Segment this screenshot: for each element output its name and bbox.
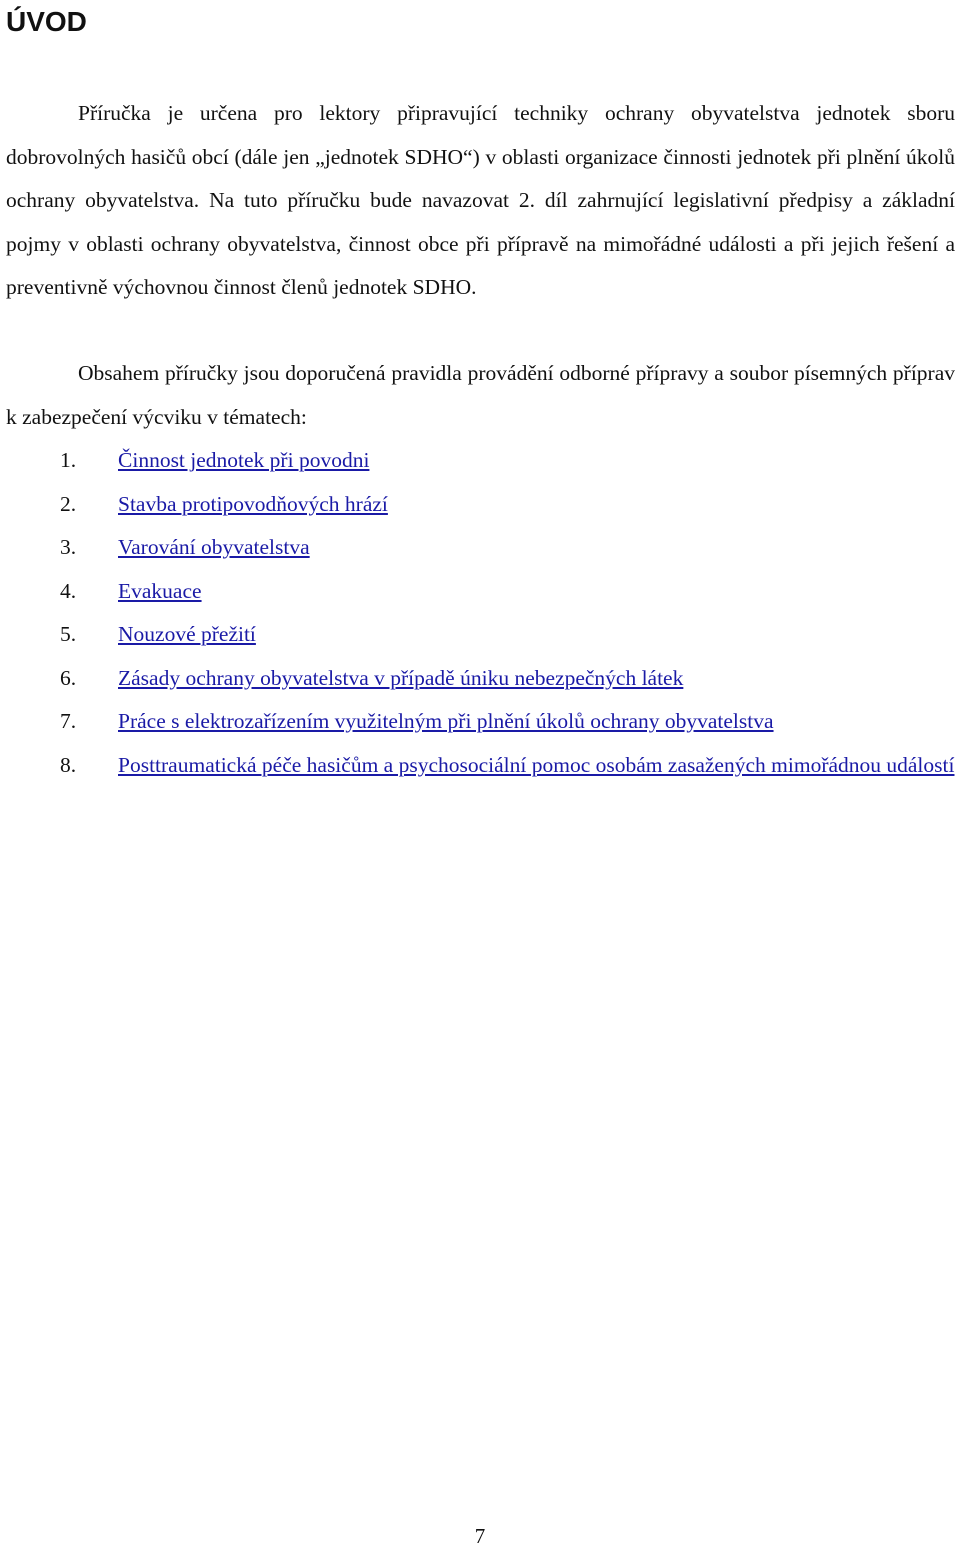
topic-number: 3. [60,535,77,559]
topic-list [0,439,960,787]
page-number: 7 [474,1524,486,1548]
topic-link-survival[interactable]: Nouzové přežití [118,622,256,646]
topic-link-hazardous-substances[interactable]: Zásady ochrany obyvatelstva v případě úniku nebezpečných látek [118,665,684,690]
list-item [0,439,960,483]
list-item [0,657,960,701]
topic-number: 1. [60,448,77,472]
topic-number: 7. [60,709,77,733]
list-item [0,526,960,570]
intro-paragraph: Příručka je určena pro lektory připravující techniky ochrany obyvatelstva jednotek sboru dobrovolných hasičů obcí (dále jen „jednotek SDHO“) v oblasti organizace činnosti jednotek při plnění úkolů ochrany obyvatelstva. Na tuto příručku bude navazovat 2. díl zahrnující legislativní předpisy a základní pojmy v oblasti ochrany obyvatelstva, činnost obce při přípravě na mimořádné události a při jejich řešení a preventivně výchovnou činnost členů jednotek SDHO. [6,101,955,299]
topic-number: 2. [60,491,77,516]
topic-link-floods[interactable]: Činnost jednotek při povodni [118,448,370,472]
topic-link-posttraumatic-care[interactable]: Posttraumatická péče hasičům a psychosociální pomoc osobám zasažených mimořádnou událostí [118,752,955,777]
list-item [0,700,960,744]
topic-link-flood-barriers[interactable]: Stavba protipovodňových hrází [118,491,388,516]
topic-number: 5. [60,622,77,646]
topic-link-electrical-equipment[interactable]: Práce s elektrozařízením využitelným při plnění úkolů ochrany obyvatelstva [118,709,774,733]
topic-number: 6. [60,665,77,690]
list-item [0,483,960,527]
topic-link-warning[interactable]: Varování obyvatelstva [118,535,310,559]
list-item [0,613,960,657]
list-item [0,744,960,788]
contents-paragraph: Obsahem příručky jsou doporučená pravidla provádění odborné přípravy a soubor písemných příprav k zabezpečení výcviku v tématech: [6,361,955,429]
section-heading: ÚVOD [6,6,87,37]
topic-link-evacuation[interactable]: Evakuace [118,578,202,603]
topic-number: 4. [60,578,77,603]
list-item [0,570,960,614]
topic-number: 8. [60,752,77,777]
